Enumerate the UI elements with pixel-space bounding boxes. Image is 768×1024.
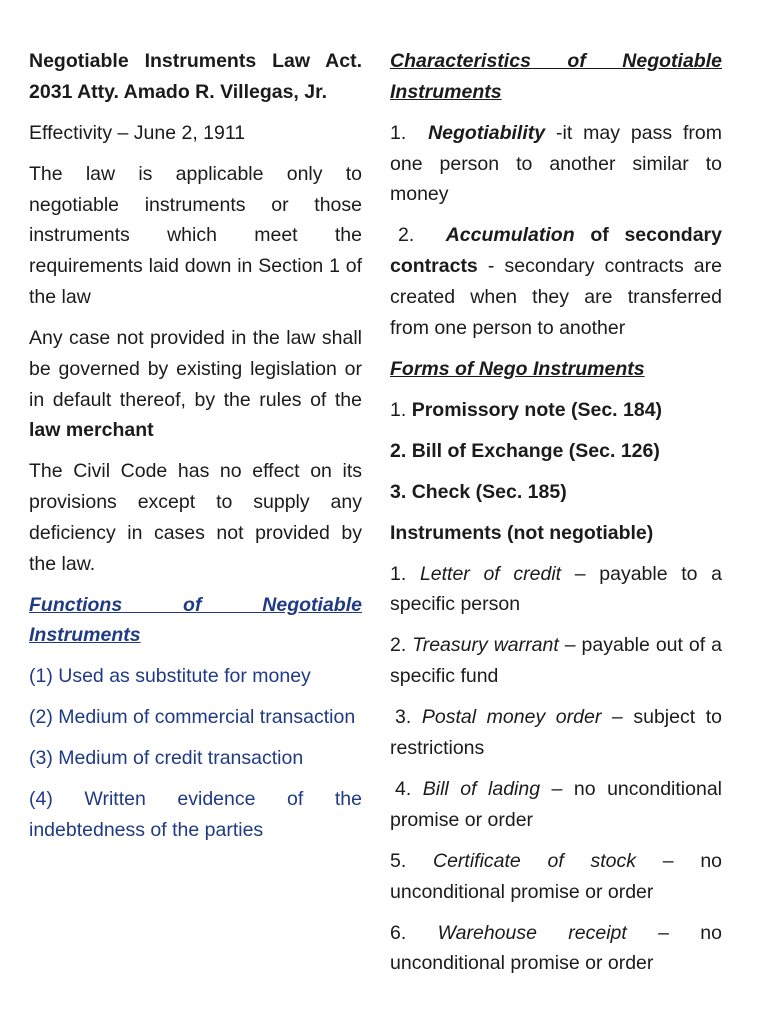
characteristic-item xyxy=(390,220,722,343)
instrument-term: Postal money order xyxy=(421,706,602,729)
characteristic-term: Negotiability xyxy=(428,121,546,144)
characteristic-term: Accumulation xyxy=(445,224,575,247)
governing-law-paragraph xyxy=(29,323,362,446)
item-number: 4. xyxy=(395,778,412,800)
instrument-desc: – no unconditional promise or order xyxy=(390,921,722,975)
item-number: 5. xyxy=(390,849,407,872)
item-number: 1. xyxy=(390,562,407,585)
characteristic-desc: - secondary contracts are created when they are transferred from one person to another xyxy=(390,255,722,339)
item-number: 6. xyxy=(390,921,407,944)
form-text: Bill of Exchange (Sec. 126) xyxy=(411,439,660,462)
function-item: (4) Written evidence of the indebtedness of the parties xyxy=(29,788,362,842)
non-negotiable-item xyxy=(390,846,722,908)
instrument-desc: – payable to a specific person xyxy=(390,562,722,616)
characteristic-term-extra: of secondary contracts xyxy=(390,224,722,278)
form-text: Check (Sec. 185) xyxy=(411,480,567,503)
non-negotiable-item xyxy=(390,630,722,692)
instrument-term: Bill of lading xyxy=(422,778,541,800)
item-number: 1. xyxy=(390,398,407,421)
non-negotiable-item xyxy=(390,702,722,764)
item-number: 3. xyxy=(395,706,412,729)
characteristics-heading: Characteristics of Negotiable Instruments xyxy=(390,50,722,103)
effectivity-text: Effectivity – June 2, 1911 xyxy=(29,121,246,144)
function-item: (3) Medium of credit transaction xyxy=(29,747,304,770)
non-negotiable-item xyxy=(390,918,722,980)
right-column xyxy=(390,46,722,989)
non-negotiable-item xyxy=(390,774,722,836)
item-number: 2. xyxy=(390,439,407,462)
form-item xyxy=(390,395,722,426)
form-item xyxy=(390,477,722,508)
instrument-desc: – no unconditional promise or order xyxy=(390,849,723,903)
item-number: 2. xyxy=(398,224,415,247)
characteristic-item xyxy=(390,118,722,210)
instrument-desc: – no unconditional promise or order xyxy=(390,778,722,831)
forms-heading: Forms of Nego Instruments xyxy=(390,357,645,380)
function-item: (1) Used as substitute for money xyxy=(29,665,311,688)
instrument-desc: – subject to restrictions xyxy=(390,706,722,760)
left-column xyxy=(29,46,362,856)
law-merchant-term: law merchant xyxy=(29,419,154,442)
instrument-term: Warehouse receipt xyxy=(437,921,627,944)
item-number: 3. xyxy=(390,480,407,503)
instrument-term: Certificate of stock xyxy=(433,849,637,872)
item-number: 1. xyxy=(390,121,407,144)
instrument-desc: – payable out of a specific fund xyxy=(390,634,722,688)
form-item xyxy=(390,436,722,467)
applicability-paragraph: The law is applicable only to negotiable instruments or those instruments which meet the requirements laid down in Section 1 of the law xyxy=(29,162,362,308)
non-negotiable-item xyxy=(390,559,722,621)
form-text: Promissory note (Sec. 184) xyxy=(411,398,663,421)
function-item: (2) Medium of commercial transaction xyxy=(29,706,356,729)
instrument-term: Letter of credit xyxy=(419,562,562,585)
document-title: Negotiable Instruments Law Act. 2031 Atty. Amado R. Villegas, Jr. xyxy=(29,50,362,103)
item-number: 2. xyxy=(390,634,407,657)
instrument-term: Treasury warrant xyxy=(412,634,559,657)
characteristic-desc: -it may pass from one person to another similar to money xyxy=(390,121,722,206)
governing-law-text: Any case not provided in the law shall be governed by existing legislation or in default thereof, by the rules of the xyxy=(29,326,362,411)
non-negotiable-heading: Instruments (not negotiable) xyxy=(390,521,654,544)
functions-heading: Functions of Negotiable Instruments xyxy=(29,593,362,647)
civil-code-paragraph: The Civil Code has no effect on its provisions except to supply any deficiency in cases not provided by the law. xyxy=(29,460,362,575)
